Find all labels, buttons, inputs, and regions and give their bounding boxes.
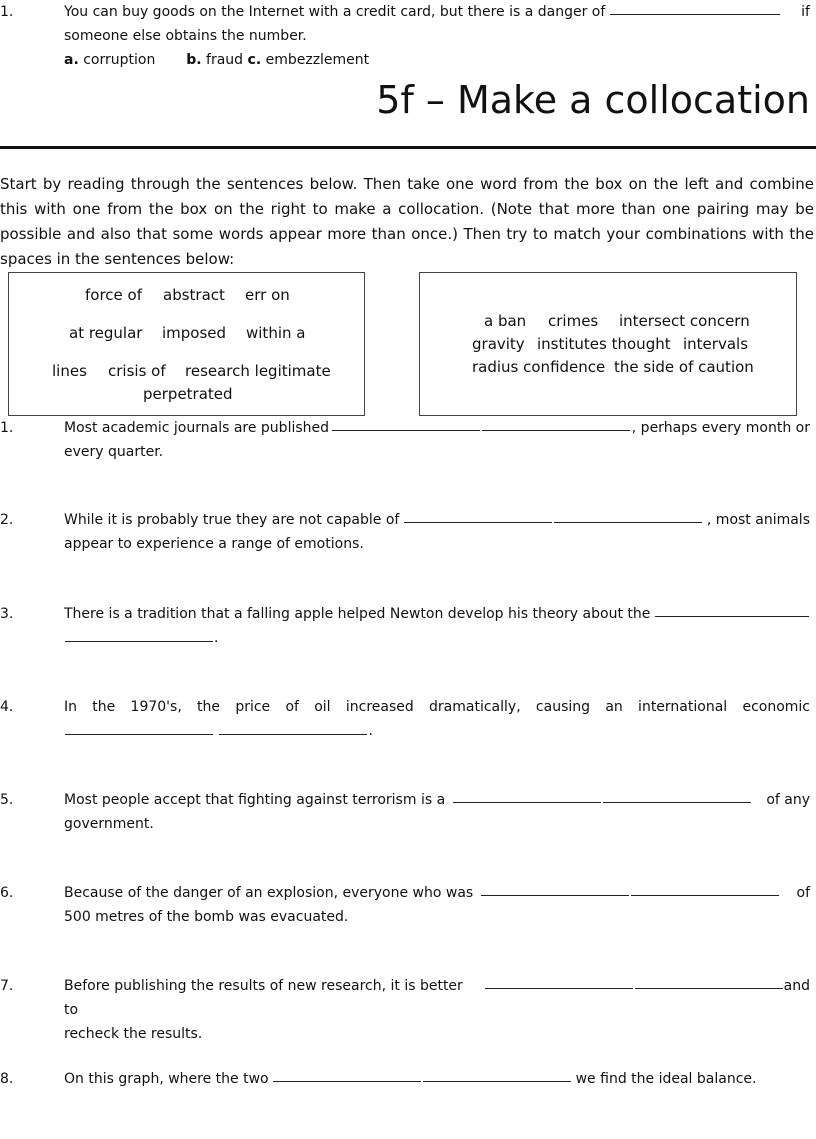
question-number: 2. — [0, 512, 14, 528]
word-item: crisis of — [108, 362, 166, 380]
answer-blank[interactable] — [610, 0, 780, 15]
question-text-line2: recheck the results. — [64, 1026, 203, 1042]
question-7 — [64, 974, 810, 1046]
answer-blank[interactable] — [481, 881, 629, 896]
title-rule — [0, 146, 816, 149]
answer-blank[interactable] — [655, 602, 809, 617]
top-question-number: 1. — [0, 4, 14, 20]
top-question-after: if — [801, 4, 810, 20]
word-item: lines — [52, 362, 87, 380]
question-text-after: of — [796, 885, 810, 901]
question-number: 3. — [0, 606, 14, 622]
word-item: within a — [246, 324, 306, 342]
answer-blank[interactable] — [485, 974, 633, 989]
question-number: 4. — [0, 699, 14, 715]
answer-blank[interactable] — [65, 627, 213, 642]
question-6 — [64, 881, 810, 929]
option-text: embezzlement — [265, 52, 370, 68]
word-item: perpetrated — [143, 385, 233, 403]
top-question-text — [64, 0, 810, 72]
question-text-line2: every quarter. — [64, 444, 164, 460]
word-item: crimes — [548, 312, 599, 330]
question-text-after: we find the ideal balance. — [575, 1071, 757, 1087]
top-question-line2: someone else obtains the number. — [64, 28, 307, 44]
question-text-before: Before publishing the results of new research, it is better to — [64, 978, 463, 1018]
word-item: research legitimate — [185, 362, 331, 380]
question-text-line2: appear to experience a range of emotions. — [64, 536, 364, 552]
answer-blank[interactable] — [482, 416, 630, 431]
answer-blank[interactable] — [332, 416, 480, 431]
answer-blank[interactable] — [554, 508, 702, 523]
answer-blank[interactable] — [273, 1067, 421, 1082]
word-item: a ban — [484, 312, 527, 330]
answer-blank[interactable] — [404, 508, 552, 523]
question-text-line2: 500 metres of the bomb was evacuated. — [64, 909, 349, 925]
answer-blank[interactable] — [219, 720, 367, 735]
option-letter: a. — [64, 52, 79, 68]
word-item: gravity — [472, 335, 525, 353]
question-text-before: On this graph, where the two — [64, 1071, 269, 1087]
question-text-before: While it is probably true they are not capable of — [64, 512, 400, 528]
question-8 — [64, 1067, 810, 1091]
question-text-after: , most animals — [706, 512, 810, 528]
question-number: 8. — [0, 1071, 14, 1087]
question-text-before: Because of the danger of an explosion, everyone who was — [64, 885, 474, 901]
question-text-after: and — [783, 978, 810, 994]
answer-blank[interactable] — [423, 1067, 571, 1082]
question-text-line2: . — [368, 723, 373, 739]
word-item: the side of caution — [614, 358, 754, 376]
question-text-line2: government. — [64, 816, 154, 832]
question-number: 6. — [0, 885, 14, 901]
question-3 — [64, 602, 810, 650]
word-item: institutes thought — [537, 335, 671, 353]
word-item: err on — [245, 286, 290, 304]
word-item: intersect concern — [619, 312, 750, 330]
question-4 — [64, 695, 810, 743]
top-question-options — [64, 48, 810, 72]
word-item: at regular — [69, 324, 143, 342]
word-item: radius confidence — [472, 358, 606, 376]
answer-blank[interactable] — [631, 881, 779, 896]
answer-blank[interactable] — [65, 720, 213, 735]
word-item: imposed — [162, 324, 227, 342]
question-number: 5. — [0, 792, 14, 808]
question-number: 7. — [0, 978, 14, 994]
section-title: 5f – Make a collocation — [376, 78, 810, 122]
question-text-after: , perhaps every month or — [631, 420, 810, 436]
word-item: intervals — [683, 335, 749, 353]
question-2 — [64, 508, 810, 556]
top-question-before: You can buy goods on the Internet with a credit card, but there is a danger of — [64, 4, 606, 20]
question-5 — [64, 788, 810, 836]
question-text-line2: . — [214, 630, 219, 646]
answer-blank[interactable] — [603, 788, 751, 803]
question-number: 1. — [0, 420, 14, 436]
instructions: Start by reading through the sentences below. Then take one word from the box on the left and combine this with one from the box on the right to make a collocation. (Note that more than one pairing may be possible and also that some words appear more than once.) Then try to match your combinations with the spaces in the sentences below: — [0, 175, 814, 268]
question-1 — [64, 416, 810, 464]
option-letter: b. — [186, 52, 202, 68]
option-text: fraud — [206, 52, 244, 68]
answer-blank[interactable] — [453, 788, 601, 803]
answer-blank[interactable] — [635, 974, 783, 989]
option-text: corruption — [83, 52, 156, 68]
word-item: force of — [85, 286, 142, 304]
question-text-before: Most people accept that fighting against terrorism is a — [64, 792, 446, 808]
option-letter: c. — [247, 52, 262, 68]
question-text-after: of any — [766, 792, 810, 808]
question-text-before: There is a tradition that a falling apple helped Newton develop his theory about the — [64, 606, 651, 622]
question-text-before: Most academic journals are published — [64, 420, 330, 436]
question-text-before: In the 1970's, the price of oil increased dramatically, causing an international economic — [64, 699, 810, 715]
word-item: abstract — [163, 286, 225, 304]
